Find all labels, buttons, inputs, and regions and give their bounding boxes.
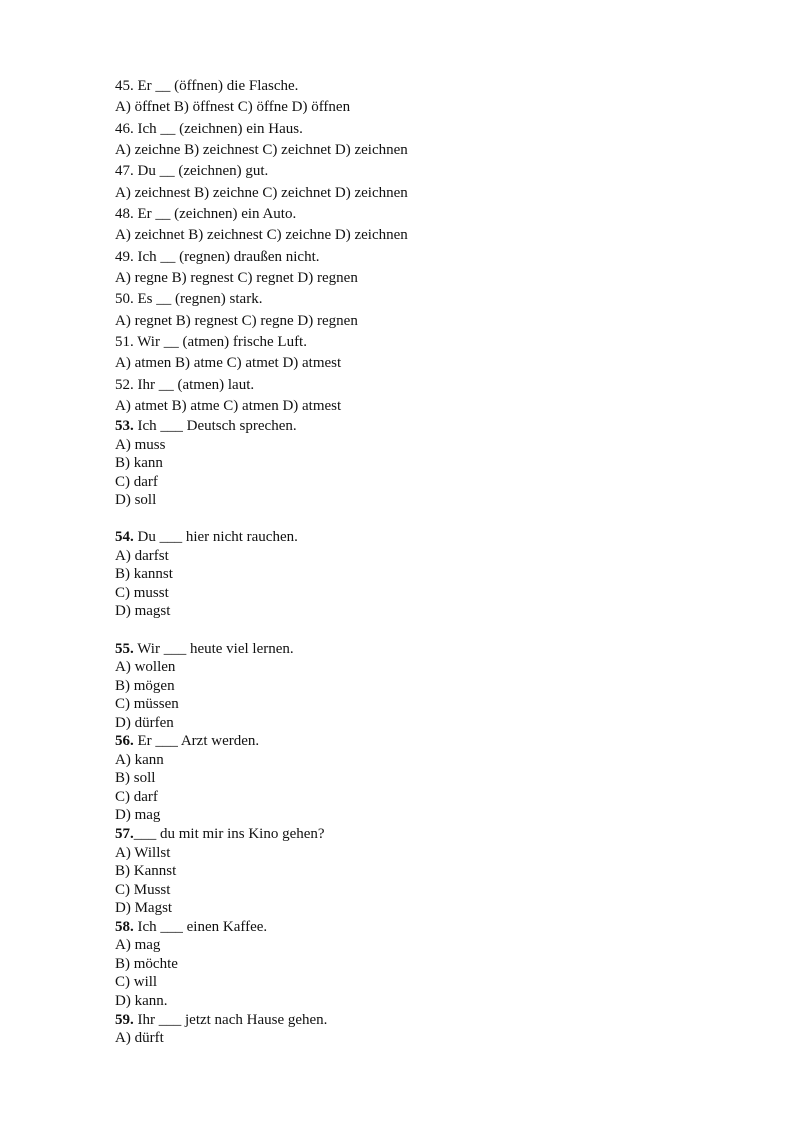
question-number: 59.	[115, 1011, 134, 1028]
question-line: 49. Ich __ (regnen) draußen nicht.	[115, 248, 320, 265]
question-line	[115, 417, 755, 436]
answer-option: C) Musst	[115, 881, 171, 898]
answer-option: A) mag	[115, 937, 161, 954]
question-number: 57.	[115, 826, 134, 843]
answer-option: B) möchte	[115, 955, 178, 972]
answer-option: D) mag	[115, 807, 161, 824]
exercise-list-modal-verbs	[115, 417, 755, 1048]
answer-options-line: A) zeichnet B) zeichnest C) zeichne D) zeichnen	[115, 227, 408, 244]
question-line: 46. Ich __ (zeichnen) ein Haus.	[115, 120, 303, 137]
answer-option: A) wollen	[115, 659, 176, 676]
question-text: Er ___ Arzt werden.	[133, 733, 260, 750]
answer-option: D) soll	[115, 492, 157, 509]
question-line: 51. Wir __ (atmen) frische Luft.	[115, 334, 307, 351]
question-line: 48. Er __ (zeichnen) ein Auto.	[115, 206, 297, 223]
answer-option: C) müssen	[115, 696, 179, 713]
blank-line	[115, 510, 755, 529]
question-line	[115, 640, 755, 659]
question-number: 56.	[115, 733, 134, 750]
question-line	[115, 825, 755, 844]
answer-option: C) darf	[115, 788, 158, 805]
answer-option: B) kann	[115, 455, 163, 472]
answer-options-line: A) regnet B) regnest C) regne D) regnen	[115, 312, 358, 329]
question-text: Du ___ hier nicht rauchen.	[133, 529, 298, 546]
question-number: 55.	[115, 640, 134, 657]
answer-option: B) mögen	[115, 677, 175, 694]
question-text: Wir ___ heute viel lernen.	[133, 640, 294, 657]
answer-options-line: A) regne B) regnest C) regnet D) regnen	[115, 270, 358, 287]
answer-option: C) will	[115, 974, 158, 991]
question-number: 54.	[115, 529, 134, 546]
question-line	[115, 1011, 755, 1030]
question-line: 52. Ihr __ (atmen) laut.	[115, 376, 255, 393]
answer-option: B) soll	[115, 770, 156, 787]
question-text: ___ du mit mir ins Kino gehen?	[133, 826, 325, 843]
question-text: Ihr ___ jetzt nach Hause gehen.	[133, 1011, 328, 1028]
answer-option: A) darfst	[115, 547, 169, 564]
answer-options-line: A) atmet B) atme C) atmen D) atmest	[115, 398, 342, 415]
answer-option: D) dürfen	[115, 714, 174, 731]
answer-option: B) kannst	[115, 566, 173, 583]
answer-option: D) magst	[115, 603, 171, 620]
answer-option: C) darf	[115, 473, 158, 490]
exercise-list-conjugation	[115, 76, 755, 418]
blank-line	[115, 621, 755, 640]
answer-option: D) Magst	[115, 900, 173, 917]
answer-option: D) kann.	[115, 992, 168, 1009]
question-line	[115, 528, 755, 547]
question-number: 58.	[115, 918, 134, 935]
answer-option: A) muss	[115, 436, 166, 453]
answer-option: A) kann	[115, 751, 164, 768]
question-line: 50. Es __ (regnen) stark.	[115, 291, 263, 308]
answer-option: A) dürft	[115, 1030, 164, 1047]
answer-options-line: A) zeichnest B) zeichne C) zeichnet D) zeichnen	[115, 184, 408, 201]
question-line: 47. Du __ (zeichnen) gut.	[115, 163, 269, 180]
answer-option: A) Willst	[115, 844, 171, 861]
answer-options-line: A) zeichne B) zeichnest C) zeichnet D) zeichnen	[115, 142, 408, 159]
question-line	[115, 918, 755, 937]
question-line: 45. Er __ (öffnen) die Flasche.	[115, 78, 299, 94]
question-text: Ich ___ Deutsch sprechen.	[133, 418, 297, 434]
answer-options-line: A) öffnet B) öffnest C) öffne D) öffnen	[115, 99, 351, 116]
answer-option: C) musst	[115, 584, 169, 601]
question-line	[115, 732, 755, 751]
question-text: Ich ___ einen Kaffee.	[133, 918, 268, 935]
question-number: 53.	[115, 418, 134, 434]
answer-option: B) Kannst	[115, 863, 177, 880]
answer-options-line: A) atmen B) atme C) atmet D) atmest	[115, 355, 342, 372]
